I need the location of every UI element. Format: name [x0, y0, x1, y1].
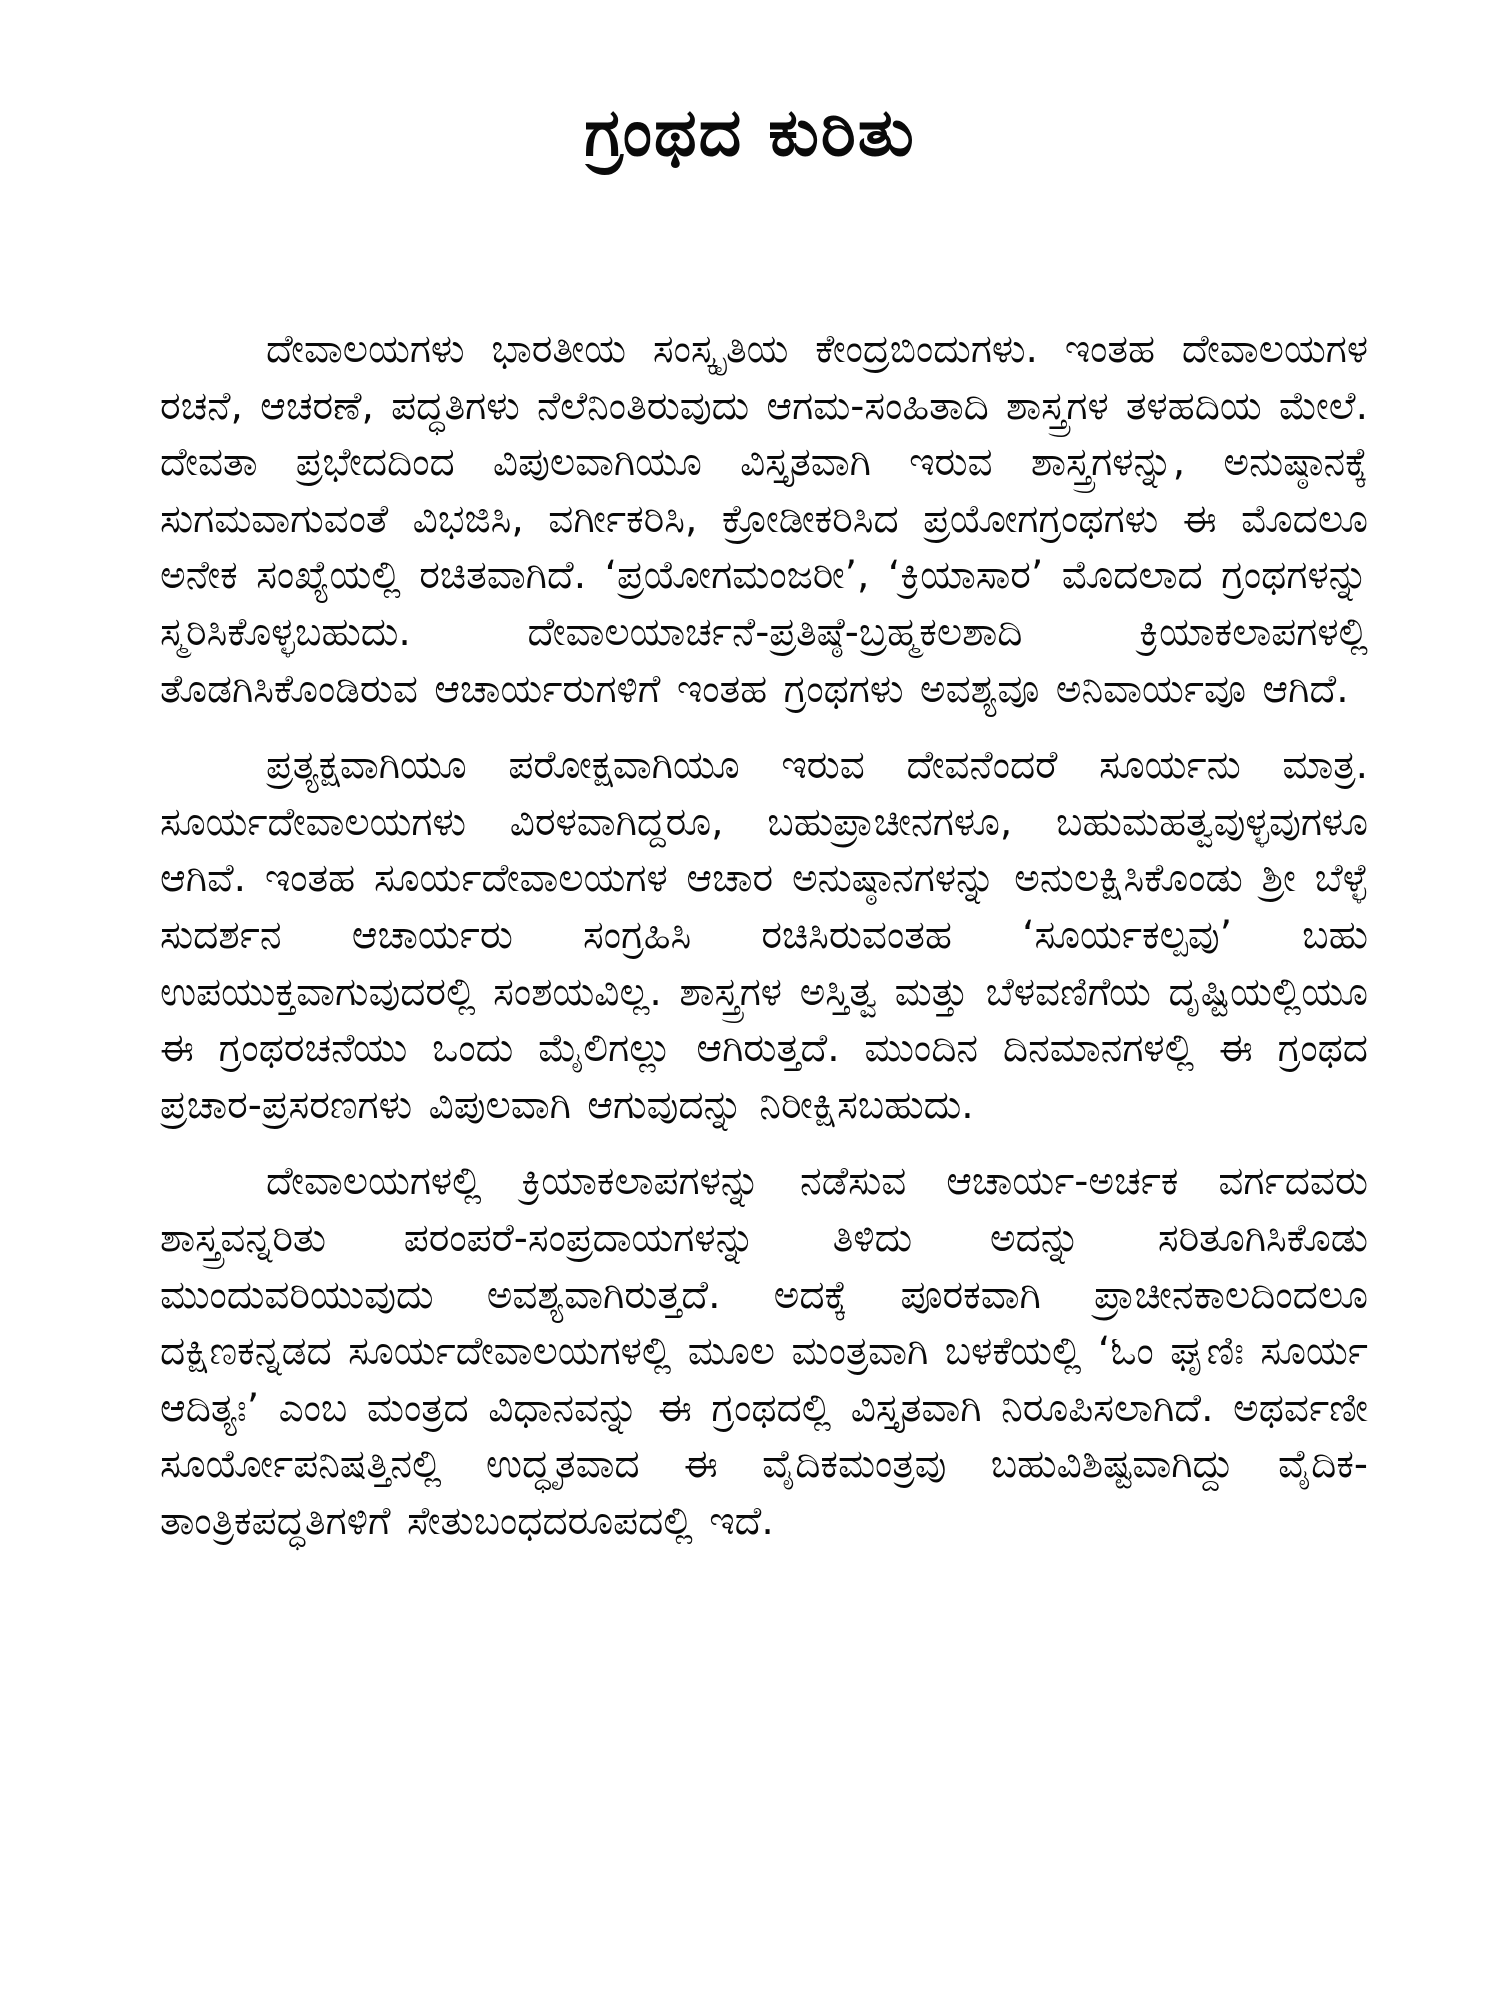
page-title: ಗ್ರಂಥದ ಕುರಿತು: [584, 94, 916, 171]
paragraph-3: ದೇವಾಲಯಗಳಲ್ಲಿ ಕ್ರಿಯಾಕಲಾಪಗಳನ್ನು ನಡೆಸುವ ಆಚಾರ್ಯ-ಅರ್ಚಕ ವರ್ಗದವರು ಶಾಸ್ತ್ರವನ್ನರಿತು ಪರಂಪರೆ-ಸಂಪ್ರದಾಯಗಳನ್ನು ತಿಳಿದು ಅದನ್ನು ಸರಿತೂಗಿಸಿಕೊಡು ಮುಂದುವರಿಯುವುದು ಅವಶ್ಯವಾಗಿರುತ್ತದೆ. ಅದಕ್ಕೆ ಪೂರಕವಾಗಿ ಪ್ರಾಚೀನಕಾಲದಿಂದಲೂ ದಕ್ಷಿಣಕನ್ನಡದ ಸೂರ್ಯದೇವಾಲಯಗಳಲ್ಲಿ ಮೂಲ ಮಂತ್ರವಾಗಿ ಬಳಕೆಯಲ್ಲಿ ‘ಓಂ ಘೃಣಿಃ ಸೂರ್ಯ ಆದಿತ್ಯಃ’ ಎಂಬ ಮಂತ್ರದ ವಿಧಾನವನ್ನು ಈ ಗ್ರಂಥದಲ್ಲಿ ವಿಸ್ತೃತವಾಗಿ ನಿರೂಪಿಸಲಾಗಿದೆ. ಅಥರ್ವಣೀ ಸೂರ್ಯೋಪನಿಷತ್ತಿನಲ್ಲಿ ಉದ್ಧೃತವಾದ ಈ ವೈದಿಕಮಂತ್ರವು ಬಹುವಿಶಿಷ್ಟವಾಗಿದ್ದು ವೈದಿಕ-ತಾಂತ್ರಿಕಪದ್ಧತಿಗಳಿಗೆ ಸೇತುಬಂಧದರೂಪದಲ್ಲಿ ಇದೆ.: [160, 1159, 1368, 1544]
paragraph-1: ದೇವಾಲಯಗಳು ಭಾರತೀಯ ಸಂಸ್ಕೃತಿಯ ಕೇಂದ್ರಬಿಂದುಗಳು. ಇಂತಹ ದೇವಾಲಯಗಳ ರಚನೆ, ಆಚರಣೆ, ಪದ್ಧತಿಗಳು ನೆಲೆನಿಂತಿರುವುದು ಆಗಮ-ಸಂಹಿತಾದಿ ಶಾಸ್ತ್ರಗಳ ತಳಹದಿಯ ಮೇಲೆ. ದೇವತಾ ಪ್ರಭೇದದಿಂದ ವಿಪುಲವಾಗಿಯೂ ವಿಸ್ತೃತವಾಗಿ ಇರುವ ಶಾಸ್ತ್ರಗಳನ್ನು, ಅನುಷ್ಠಾನಕ್ಕೆ ಸುಗಮವಾಗುವಂತೆ ವಿಭಜಿಸಿ, ವರ್ಗೀಕರಿಸಿ, ಕ್ರೋಡೀಕರಿಸಿದ ಪ್ರಯೋಗಗ್ರಂಥಗಳು ಈ ಮೊದಲೂ ಅನೇಕ ಸಂಖ್ಯೆಯಲ್ಲಿ ರಚಿತವಾಗಿದೆ. ‘ಪ್ರಯೋಗಮಂಜರೀ’, ‘ಕ್ರಿಯಾಸಾರ’ ಮೊದಲಾದ ಗ್ರಂಥಗಳನ್ನು ಸ್ಮರಿಸಿಕೊಳ್ಳಬಹುದು. ದೇವಾಲಯಾರ್ಚನೆ-ಪ್ರತಿಷ್ಠೆ-ಬ್ರಹ್ಮಕಲಶಾದಿ ಕ್ರಿಯಾಕಲಾಪಗಳಲ್ಲಿ ತೊಡಗಿಸಿಕೊಂಡಿರುವ ಆಚಾರ್ಯರುಗಳಿಗೆ ಇಂತಹ ಗ್ರಂಥಗಳು ಅವಶ್ಯವೂ ಅನಿವಾರ್ಯವೂ ಆಗಿದೆ.: [160, 327, 1368, 712]
body-text: [160, 322, 1368, 1570]
paragraph-2: ಪ್ರತ್ಯಕ್ಷವಾಗಿಯೂ ಪರೋಕ್ಷವಾಗಿಯೂ ಇರುವ ದೇವನೆಂದರೆ ಸೂರ್ಯನು ಮಾತ್ರ. ಸೂರ್ಯದೇವಾಲಯಗಳು ವಿರಳವಾಗಿದ್ದರೂ, ಬಹುಪ್ರಾಚೀನಗಳೂ, ಬಹುಮಹತ್ವವುಳ್ಳವುಗಳೂ ಆಗಿವೆ. ಇಂತಹ ಸೂರ್ಯದೇವಾಲಯಗಳ ಆಚಾರ ಅನುಷ್ಠಾನಗಳನ್ನು ಅನುಲಕ್ಷಿಸಿಕೊಂಡು ಶ್ರೀ ಬೆಳ್ಳೆ ಸುದರ್ಶನ ಆಚಾರ್ಯರು ಸಂಗ್ರಹಿಸಿ ರಚಿಸಿರುವಂತಹ ‘ಸೂರ್ಯಕಲ್ಪವು’ ಬಹು ಉಪಯುಕ್ತವಾಗುವುದರಲ್ಲಿ ಸಂಶಯವಿಲ್ಲ. ಶಾಸ್ತ್ರಗಳ ಅಸ್ತಿತ್ವ ಮತ್ತು ಬೆಳವಣಿಗೆಯ ದೃಷ್ಟಿಯಲ್ಲಿಯೂ ಈ ಗ್ರಂಥರಚನೆಯು ಒಂದು ಮೈಲಿಗಲ್ಲು ಆಗಿರುತ್ತದೆ. ಮುಂದಿನ ದಿನಮಾನಗಳಲ್ಲಿ ಈ ಗ್ರಂಥದ ಪ್ರಚಾರ-ಪ್ರಸರಣಗಳು ವಿಪುಲವಾಗಿ ಆಗುವುದನ್ನು ನಿರೀಕ್ಷಿಸಬಹುದು.: [160, 743, 1368, 1128]
